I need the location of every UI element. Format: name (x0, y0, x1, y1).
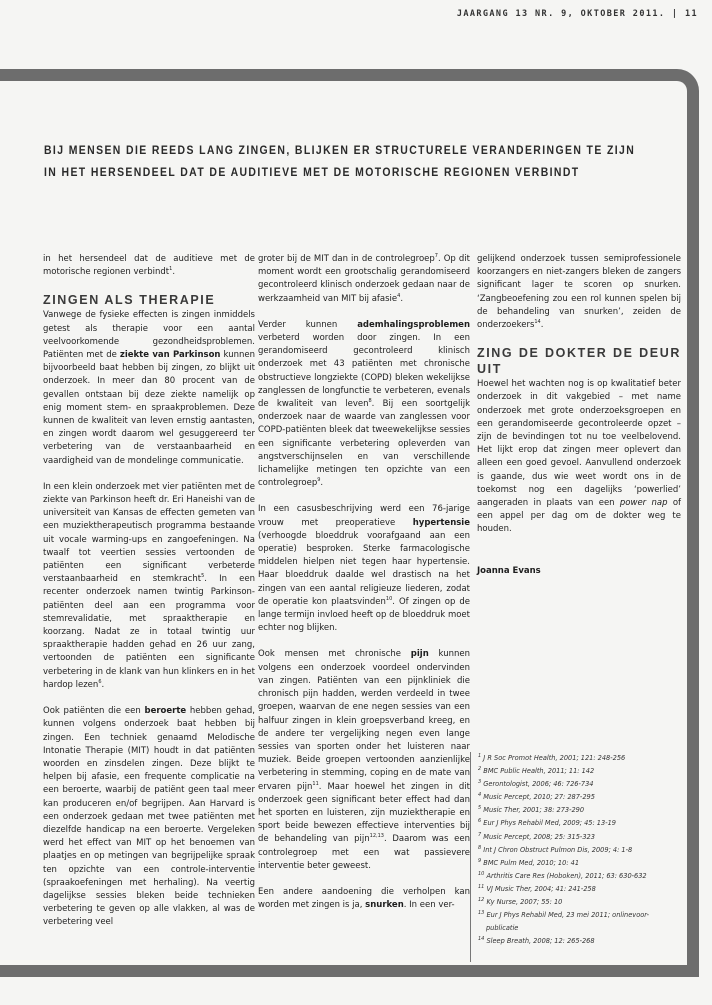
reference-item: $^3$ Gerontologist, 2006; 46: 726-734 (478, 779, 594, 789)
paragraph: Ook mensen met chronische pijn kunnen volgens een onderzoek voordeel ondervinden van zingen. Patiënten van een pijnkliniek die chronisch pijn hadden, werden verdeeld in twee groepen, waarvan de ene negen sessies van een halfuur zingen in klein groepsverband kreeg, en de andere ter vergelijking negen even lange sessies van sporten onder het luisteren naar muziek. Beide groepen vertoonden aanzienlijke verbetering in stemming, coping en de mate van ervaren pijn$^{11}$. Maar hoewel het zingen in dit onderzoek geen significant beter effect had dan het sporten en luisteren, zijn muziektherapie en sport beide bewezen effectieve interventies bij de behandeling van pijn$^{12,13}$. Daarom was een controlegroep met een wat passievere interventie beter geweest. (258, 649, 470, 871)
footnote-ref: 10 (385, 596, 393, 603)
footnote-ref: 7 (434, 253, 438, 260)
footnote-ref: 11 (312, 780, 319, 787)
paragraph: Verder kunnen ademhalingsproblemen verbeterd worden door zingen. In een gerandomiseerd gecontroleerd klinisch onderzoek met 43 patiënten met chronische obstructieve longziekte (COPD) bleken wekelijkse zanglessen de longfunctie te verbeteren, evenals de kwaliteit van leven$^8$. Bij een soortgelijk onderzoek naar de waarde van zanglessen voor COPD-patiënten bleek dat tweewekelijkse sessies een significante verbetering opleverden van angstverschijnselen en van verschillende lichamelijke metingen ten opzichte van een controlegroep$^9$. (258, 319, 470, 489)
paragraph: groter bij de MIT dan in de controlegroep$^7$. Op dit moment wordt een grootschalig gerandomiseerd gecontroleerd klinisch onderzoek gedaan naar de werkzaamheid van MIT bij afasie$^4$. (258, 253, 470, 304)
reference-item: $^{11}$ VJ Music Ther, 2004; 41: 241-258 (478, 883, 596, 893)
keyword: hypertensie (412, 517, 470, 528)
reference-item: $^8$ Int J Chron Obstruct Pulmon Dis, 2009; 4: 1-8 (478, 844, 633, 854)
reference-item: $^{13}$ Eur J Phys Rehabil Med, 23 mei 2011; onlinevoor- (478, 909, 649, 920)
reference-item: $^{14}$ Sleep Breath, 2008; 12: 265-268 (478, 936, 595, 946)
section-heading: ZING DE DOKTER DE DEUR UIT (477, 346, 681, 377)
reference-item: $^2$ BMC Public Health, 2011; 11: 142 (478, 765, 595, 776)
paragraph: Hoewel het wachten nog is op kwalitatief beter onderzoek in dit vakgebied – met name onderzoek met grote onderzoeksgroepen en een gerandomiseerde gecontroleerde opzet – zijn de bevindingen tot nu toe veelbelovend. Het lijkt erop dat zingen meer oplevert dan alleen een goed gevoel. Aanvullend onderzoek is gaande, dus wie weet wordt ons in de toekomst nog een dagelijks ‘powerlied’ aangeraden in plaats van een power nap of een appel per dag om de dokter weg te houden. (477, 379, 682, 535)
paragraph: In een klein onderzoek met vier patiënten met de ziekte van Parkinson heeft dr. Eri Haneishi van de universiteit van Kansas de effecten gemeten van een muziektherapeutisch programma bestaande uit vocale warming-ups en zangoefeningen. Na twaalf tot veertien sessies vertoonden de patiënten een significant verbeterde verstaanbaarheid en stemkracht$^5$. In een recenter onderzoek namen twintig Parkinson-patiënten deel aan een programma voor stemrevalidatie, met spraaktherapie en koorzang. Nadat ze in totaal twintig uur spraaktherapie hadden gehad en 26 uur zang, vertoonden de patiënten een significante verbetering in de klank van hun klinkers en in het hardop lezen$^6$. (43, 481, 255, 690)
footnote-ref: 5 (201, 573, 205, 580)
article-column-2 (258, 253, 470, 925)
reference-item: $^1$ J R Soc Promot Health, 2001; 121: 248-256 (478, 752, 626, 762)
reference-item: $^{12}$ Ky Nurse, 2007; 55: 10 (478, 896, 563, 907)
reference-item: $^{10}$ Arthritis Care Res (Hoboken), 2011; 63: 630-632 (478, 870, 647, 880)
reference-list (470, 752, 692, 962)
footnote-ref: 6 (98, 679, 102, 686)
pull-quote-line: BIJ MENSEN DIE REEDS LANG ZINGEN, BLIJKEN ER STRUCTURELE VERANDERINGEN TE ZIJN (44, 144, 636, 157)
paragraph: Vanwege de fysieke effecten is zingen inmiddels getest als therapie voor een aantal veelvoorkomende gezondheidsproblemen. Patiënten met de ziekte van Parkinson kunnen bijvoorbeeld baat hebben bij zingen, zo blijkt uit onderzoek. In meer dan 80 procent van de gevallen ontstaan bij deze ziekte namelijk op enig moment stem- en spraakproblemen. Deze kunnen de kwaliteit van leven ernstig aantasten, en zingen wordt daarom wel gesuggereerd ter verbetering van de verstaanbaarheid en vaardigheid van de mondelinge communicatie. (43, 310, 255, 466)
pull-quote-line: IN HET HERSENDEEL DAT DE AUDITIEVE MET DE MOTORISCHE REGIONEN VERBINDT (44, 166, 580, 179)
footnote-ref: 14 (534, 319, 541, 326)
reference-item: $^9$ BMC Pulm Med, 2010; 10: 41 (478, 857, 580, 867)
emphasis: power nap (619, 498, 668, 509)
reference-item: $^5$ Music Ther, 2001; 38: 273-290 (478, 805, 585, 815)
reference-item: $^7$ Music Percept, 2008; 25: 315-323 (478, 831, 595, 841)
keyword: beroerte (144, 706, 187, 717)
pull-quote (44, 140, 692, 184)
page-number: | 11 (671, 9, 698, 19)
issue-info: JAARGANG 13 NR. 9, OKTOBER 2011. (456, 9, 666, 19)
author-byline: Joanna Evans (477, 565, 541, 576)
paragraph: Ook patiënten die een beroerte hebben gehad, kunnen volgens onderzoek baat hebben bij zingen. Een techniek genaamd Melodische Intonatie Therapie (MIT) houdt in dat patiënten woorden en zinsdelen zingen. Deze blijkt te helpen bij afasie, een frequente complicatie na een beroerte, waarbij de patiënt geen taal meer kan produceren en/of begrijpen. Aan Harvard is een onderzoek gedaan met twee patiënten met diezelfde handicap na een beroerte. Vergeleken werd het effect van MIT op het benoemen van plaatjes en op metingen van begrijpelijke spraak ten opzichte van een controle-interventie (spraakoefeningen met herhaling). Na veertig dagelijkse sessies bleken beide technieken verbetering te geven op alle vlakken, al was de verbetering veel (43, 706, 256, 928)
keyword: snurken (365, 900, 404, 911)
reference-item: $^4$ Music Percept, 2010; 27: 287-295 (478, 792, 595, 802)
paragraph: In een casusbeschrijving werd een 76-jarige vrouw met preoperatieve hypertensie (verhoogde bloeddruk voorafgaand aan een operatie) besproken. Sterke farmacologische middelen hielpen niet tegen haar hypertensie. Haar bloeddruk daalde wel drastisch na het zingen van een aantal religieuze liederen, zodat de operatie kon plaatsvinden$^{10}$. Of zingen op de lange termijn invloed heeft op de bloeddruk moet echter nog blijken. (258, 504, 470, 634)
footnote-ref: 8 (368, 398, 372, 405)
footnote-ref: 4 (397, 292, 401, 299)
article-column-3 (477, 253, 681, 578)
section-heading: ZINGEN ALS THERAPIE (43, 293, 216, 308)
reference-item: $^6$ Eur J Phys Rehabil Med, 2009; 45: 13-19 (478, 818, 616, 828)
keyword: pijn (410, 649, 429, 660)
paragraph: gelijkend onderzoek tussen semiprofessionele koorzangers en niet-zangers bleken de zangers significant lager te scoren op snurken. ‘Zangbeoefening zou een rol kunnen spelen bij de behandeling van snurken’, zeiden de onderzoekers$^{14}$. (477, 254, 681, 331)
footnote-ref: 1 (169, 266, 173, 273)
article-column-1 (43, 253, 255, 943)
reference-item-continuation: publicatie (486, 924, 519, 933)
keyword: ziekte van Parkinson (119, 350, 221, 361)
paragraph: in het hersendeel dat de auditieve met de motorische regionen verbindt$^1$. (43, 254, 255, 278)
running-head (457, 9, 698, 19)
keyword: ademhalingsproblemen (357, 319, 470, 330)
footnote-ref: 12,13 (369, 833, 384, 840)
footnote-ref: 9 (317, 477, 321, 484)
paragraph: Een andere aandoening die verholpen kan worden met zingen is ja, snurken. In een ver- (258, 886, 470, 911)
